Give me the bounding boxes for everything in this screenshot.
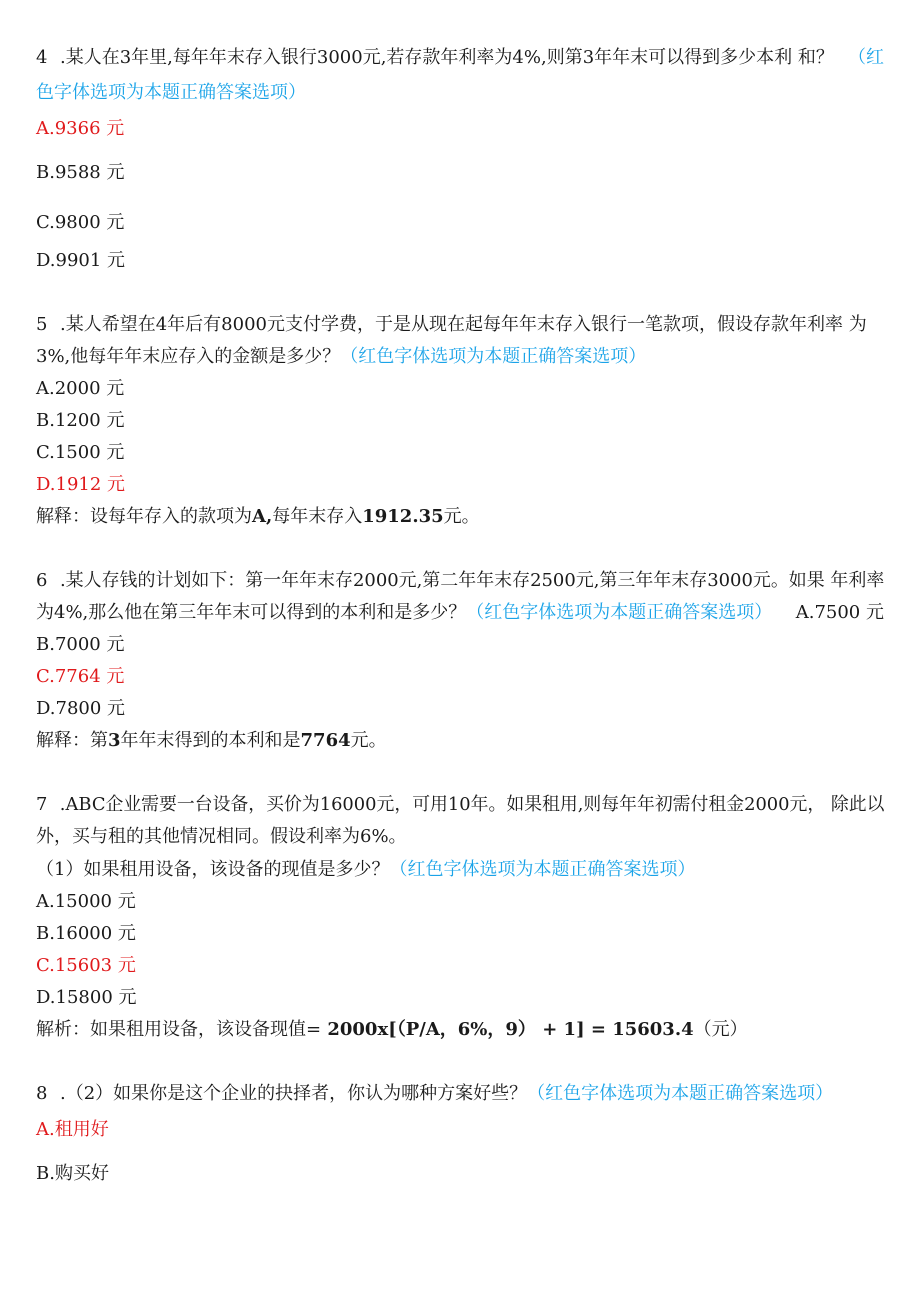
q7-option-d: D.15800 元: [36, 987, 137, 1008]
q8-stem-text: .（2）如果你是这个企业的抉择者，你认为哪种方案好些？: [60, 1083, 528, 1104]
q6-option-c: C.7764 元: [36, 666, 125, 687]
q6-explanation: [36, 729, 387, 753]
q8-number: 8: [36, 1083, 48, 1104]
q6-explain-prefix: 解释：第: [36, 730, 108, 751]
q4-hint-open: （红: [848, 47, 884, 68]
q7-stem-line2: 外，买与租的其他情况相同。假设利率为6%。: [36, 826, 407, 847]
q5-explain-suffix: 元。: [443, 506, 480, 527]
q6-explain-year: 3: [108, 730, 121, 751]
q5-stem-line2: [36, 345, 646, 369]
q7-explain-prefix: 解析：如果租用设备，该设备现值=: [36, 1019, 322, 1040]
q5-explain-prefix: 解释：设每年存入的款项为: [36, 506, 252, 527]
q7-explanation: [36, 1018, 748, 1042]
q4-option-b: B.9588 元: [36, 162, 125, 183]
q4-stem: [36, 46, 834, 70]
q7-explain-suffix: （元）: [693, 1019, 748, 1040]
q7-number: 7: [36, 794, 48, 815]
q5-stem-line1: [36, 313, 867, 337]
q7-option-a: A.15000 元: [36, 891, 136, 912]
q5-option-d: D.1912 元: [36, 474, 126, 495]
q8-option-a: A.租用好: [36, 1119, 109, 1140]
q8-hint: （红色字体选项为本题正确答案选项）: [527, 1083, 834, 1104]
q7-sub-question: [36, 858, 695, 882]
q6-explain-suffix: 元。: [350, 730, 387, 751]
q4-option-c: C.9800 元: [36, 212, 125, 233]
q4-option-a: A.9366 元: [36, 118, 125, 139]
q7-stem-line1: [36, 793, 884, 817]
q5-stem-text-2: 3%,他每年年末应存入的金额是多少？: [36, 346, 341, 367]
q4-hint: 色字体选项为本题正确答案选项）: [36, 82, 306, 103]
q5-hint: （红色字体选项为本题正确答案选项）: [340, 346, 647, 367]
q5-explain-var: A,: [252, 506, 273, 527]
q4-option-d: D.9901 元: [36, 250, 126, 271]
q6-stem-line2: [36, 601, 772, 625]
q7-stem-text: .ABC企业需要一台设备，买价为16000元，可用10年。如果租用,则每年年初需付租金2000元， 除此以: [59, 794, 885, 815]
q5-explain-mid: 每年末存入: [272, 506, 363, 527]
q6-stem-line1: [36, 569, 884, 593]
q4-number: 4: [36, 47, 48, 68]
q6-explain-mid: 年年末得到的本利和是: [120, 730, 301, 751]
q7-option-c: C.15603 元: [36, 955, 136, 976]
q6-option-b: B.7000 元: [36, 634, 125, 655]
q5-option-c: C.1500 元: [36, 442, 125, 463]
q5-explain-value: 1912.35: [362, 506, 444, 527]
q6-stem-text-2: 为4%,那么他在第三年年末可以得到的本利和是多少？: [36, 602, 467, 623]
q6-stem-text: .某人存钱的计划如下：第一年年末存2000元,第二年年末存2500元,第三年年末存3000元。如果 年利率: [59, 570, 885, 591]
q7-explain-formula: 2000x[（P/A，6%，9） + 1] = 15603.4: [321, 1019, 694, 1040]
q6-option-d: D.7800 元: [36, 698, 126, 719]
q7-option-b: B.16000 元: [36, 923, 136, 944]
q6-number: 6: [36, 570, 48, 591]
q5-number: 5: [36, 314, 48, 335]
q5-option-a: A.2000 元: [36, 378, 125, 399]
q4-stem-text: .某人在3年里,每年年末存入银行3000元,若存款年利率为4%,则第3年年末可以得到多少本利 和？: [60, 47, 834, 68]
q5-explanation: [36, 505, 480, 529]
q6-explain-value: 7764: [300, 730, 351, 751]
q5-stem-text: .某人希望在4年后有8000元支付学费，于是从现在起每年年末存入银行一笔款项，假设存款年利率 为: [60, 314, 867, 335]
q6-option-a: A.7500 元: [795, 602, 884, 623]
q6-hint: （红色字体选项为本题正确答案选项）: [466, 602, 773, 623]
q8-option-b: B.购买好: [36, 1163, 109, 1184]
q7-hint: （红色字体选项为本题正确答案选项）: [389, 859, 696, 880]
q7-sub-text: （1）如果租用设备，该设备的现值是多少？: [36, 859, 390, 880]
q5-option-b: B.1200 元: [36, 410, 125, 431]
q8-stem: [36, 1082, 833, 1106]
